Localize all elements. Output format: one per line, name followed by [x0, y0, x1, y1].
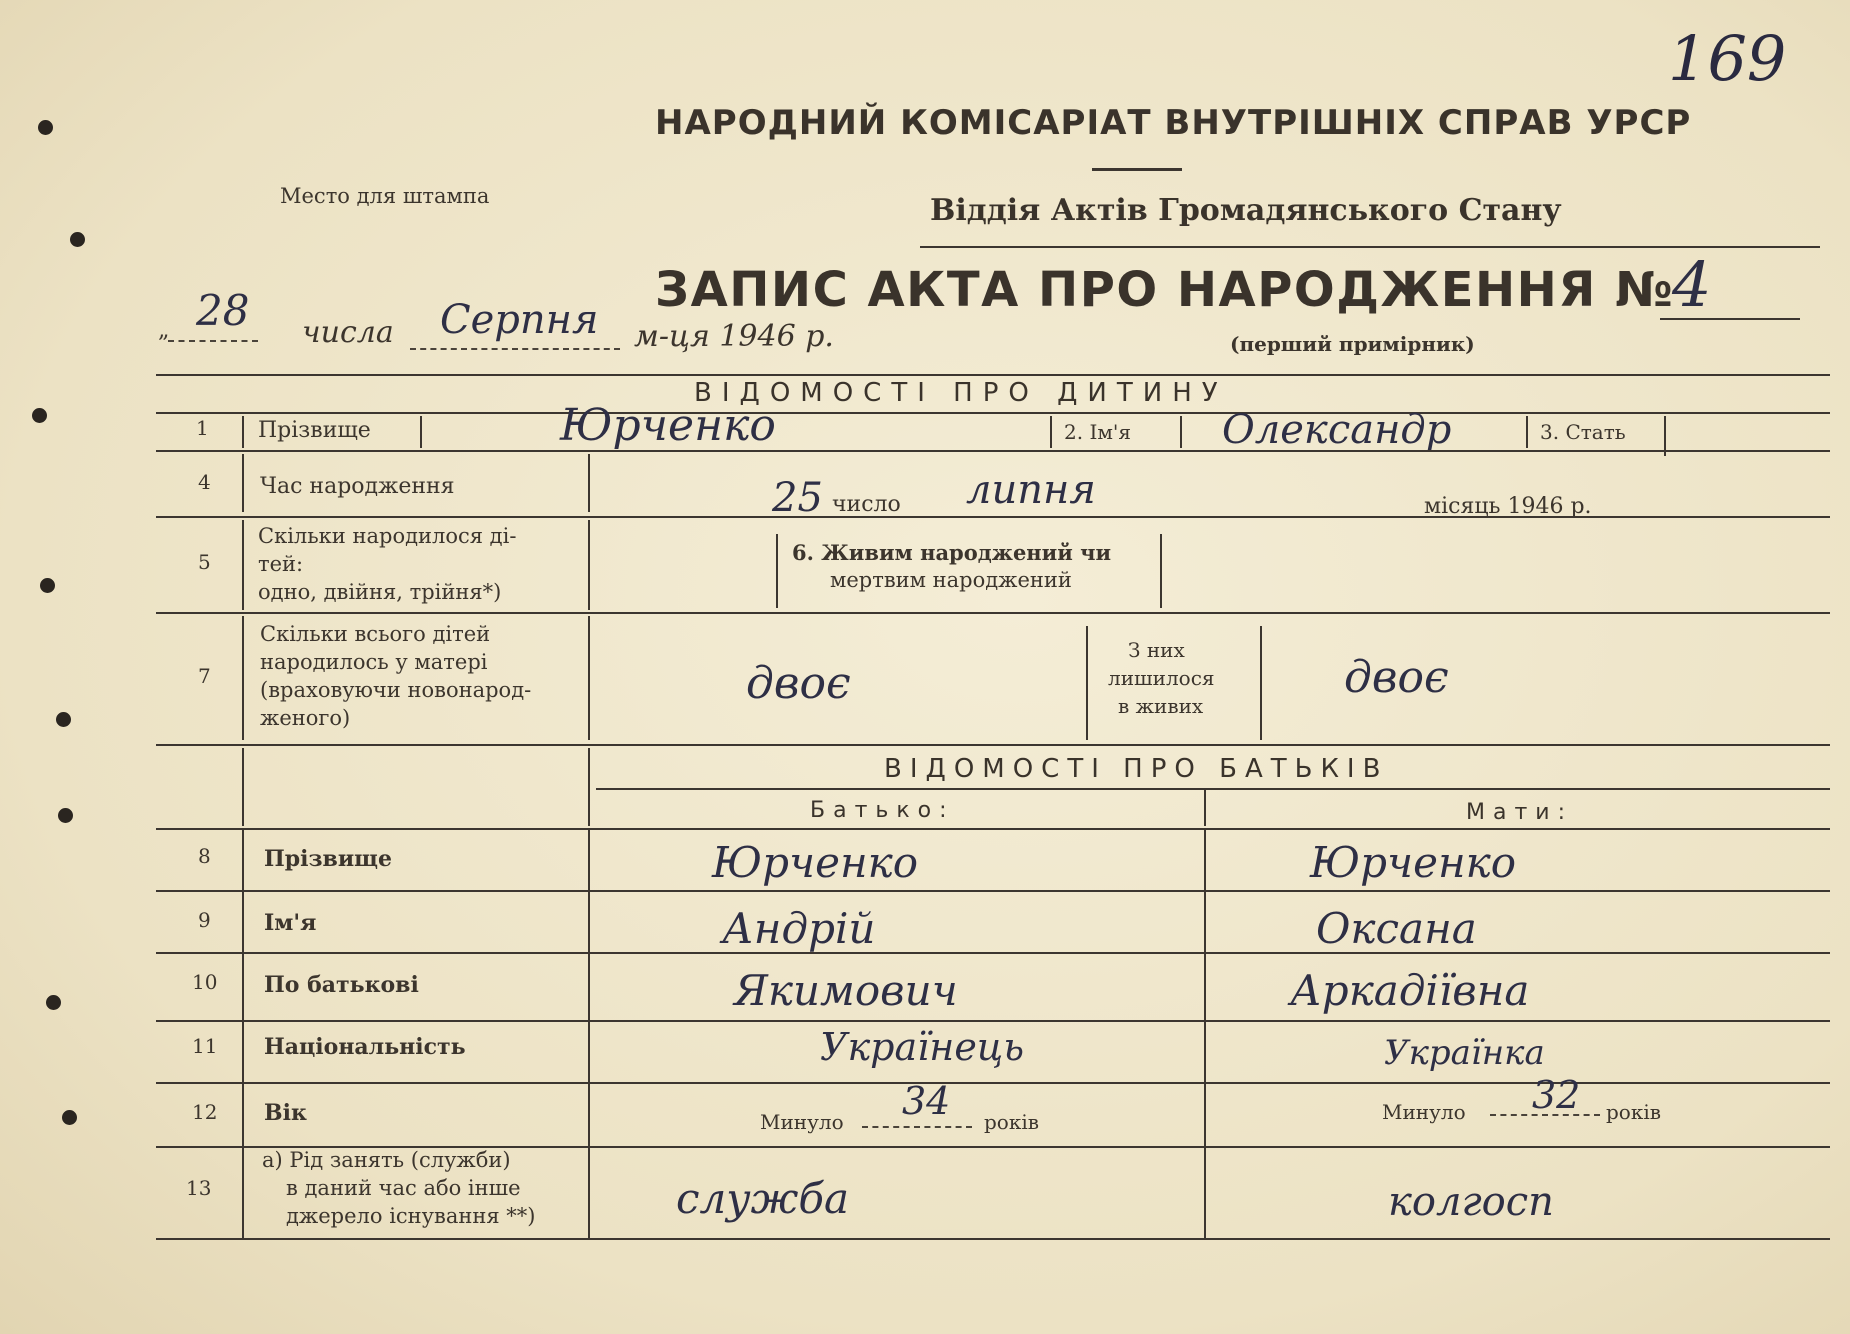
- section-line: [156, 374, 1830, 376]
- row-line: [156, 744, 1830, 746]
- mother-header: Мати:: [1466, 800, 1573, 825]
- row-number: 4: [198, 470, 211, 494]
- birth-month: липня: [966, 467, 1096, 513]
- row-number: 12: [192, 1100, 218, 1124]
- births-count-label: Скільки народилося ді-: [258, 524, 517, 548]
- cell-divider: [1086, 626, 1088, 740]
- row-line: [156, 612, 1830, 614]
- occupation-label: а) Рід занять (служби): [262, 1148, 511, 1172]
- father-age-prefix: Минуло: [760, 1110, 844, 1134]
- cell-divider: [588, 616, 590, 740]
- row-line: [156, 450, 1830, 452]
- cell-divider: [242, 416, 244, 448]
- cell-divider: [1050, 416, 1052, 448]
- header-divider: [1092, 168, 1182, 171]
- birth-time-label: Час народження: [260, 474, 455, 499]
- child-section-title: ВІДОМОСТІ ПРО ДИТИНУ: [694, 378, 1228, 408]
- cell-divider: [588, 454, 590, 512]
- copy-note: (перший примірник): [1230, 332, 1475, 356]
- cell-divider: [420, 416, 422, 448]
- punch-hole: [56, 712, 71, 727]
- row-label: Вік: [264, 1100, 307, 1126]
- cell-divider: [242, 748, 244, 826]
- mother-age-prefix: Минуло: [1382, 1100, 1466, 1124]
- occupation-label: джерело існування **): [286, 1204, 536, 1228]
- row-line: [156, 952, 1830, 954]
- cell-divider: [242, 520, 244, 610]
- live-birth-label: 6. Живим народжений чи: [792, 540, 1112, 565]
- father-age-suffix: років: [984, 1110, 1039, 1134]
- stamp-place-label: Место для штампа: [280, 184, 490, 208]
- mother-value: Аркадіївна: [1290, 966, 1530, 1015]
- record-number-line: [1660, 318, 1800, 320]
- date-day-label: числа: [302, 315, 394, 350]
- mother-occupation: колгосп: [1388, 1179, 1554, 1225]
- father-occupation: служба: [676, 1174, 850, 1223]
- children-alive: двоє: [1344, 652, 1449, 703]
- row-number: 8: [198, 844, 211, 868]
- row-line: [156, 890, 1830, 892]
- date-day: 28: [196, 286, 250, 335]
- live-birth-label: мертвим народжений: [830, 568, 1072, 592]
- sheet-number: 169: [1668, 22, 1787, 95]
- birth-year-label: місяць 1946 р.: [1424, 494, 1592, 519]
- occupation-label: в даний час або інше: [286, 1176, 521, 1200]
- cell-divider: [242, 454, 244, 512]
- father-header: Батько:: [810, 798, 955, 823]
- children-alive-label: лишилося: [1108, 666, 1215, 690]
- births-count-label: одно, двійня, трійня*): [258, 580, 502, 604]
- father-value: Андрій: [722, 904, 876, 953]
- father-age-line: [862, 1126, 972, 1128]
- table-column-rule: [1204, 828, 1206, 1238]
- row-line: [156, 1238, 1830, 1240]
- date-month-line: [410, 348, 620, 350]
- child-name: Олександр: [1222, 407, 1452, 453]
- table-column-rule: [242, 828, 244, 1238]
- mother-age-line: [1490, 1114, 1600, 1116]
- section-line: [156, 412, 1830, 414]
- cell-divider: [1180, 416, 1182, 448]
- mother-age: 32: [1532, 1073, 1581, 1117]
- children-alive-label: в живих: [1118, 694, 1204, 718]
- cell-divider: [588, 520, 590, 610]
- row-line: [156, 516, 1830, 518]
- row-label: Ім'я: [264, 910, 317, 936]
- birth-day: 25: [772, 475, 823, 521]
- children-total-label: Скільки всього дітей: [260, 622, 491, 646]
- mother-age-suffix: років: [1606, 1100, 1661, 1124]
- child-sex-label: 3. Стать: [1540, 420, 1626, 444]
- punch-hole: [40, 578, 55, 593]
- date-quote: „: [158, 318, 170, 343]
- child-surname-label: Прізвище: [258, 418, 371, 443]
- table-column-rule: [588, 828, 590, 1238]
- row-line: [156, 1020, 1830, 1022]
- department-title: Віддія Актів Громадянського Стану: [930, 193, 1562, 228]
- mother-value: Оксана: [1316, 904, 1477, 953]
- row-label: Прізвище: [264, 846, 392, 872]
- cell-divider: [776, 534, 778, 608]
- cell-divider: [1526, 416, 1528, 448]
- child-surname: Юрченко: [560, 400, 776, 451]
- punch-hole: [70, 232, 85, 247]
- row-number: 9: [198, 908, 211, 932]
- row-line: [156, 828, 1830, 830]
- punch-hole: [62, 1110, 77, 1125]
- date-year-label: м-ця 1946 р.: [634, 319, 834, 354]
- births-count-label: тей:: [258, 552, 304, 576]
- birth-day-label: число: [832, 492, 901, 517]
- row-number: 5: [198, 550, 211, 574]
- row-number: 10: [192, 970, 218, 994]
- row-number: 1: [196, 416, 209, 440]
- row-label: По батькові: [264, 972, 419, 998]
- cell-divider: [1160, 534, 1162, 608]
- org-title: НАРОДНИЙ КОМІСАРІАТ ВНУТРІШНІХ СПРАВ УРСР: [655, 103, 1692, 143]
- children-total: двоє: [746, 658, 851, 709]
- father-value: Юрченко: [712, 838, 919, 887]
- father-value: Якимович: [734, 966, 958, 1015]
- children-total-label: народилось у матері: [260, 650, 488, 674]
- record-title: ЗАПИС АКТА ПРО НАРОДЖЕННЯ №: [655, 262, 1675, 318]
- row-number: 11: [192, 1034, 218, 1058]
- children-total-label: (враховуючи новонарод-: [260, 678, 532, 702]
- date-month: Серпня: [440, 297, 599, 343]
- row-number: 7: [198, 664, 211, 688]
- section-line: [596, 788, 1830, 790]
- mother-value: Українка: [1384, 1033, 1545, 1073]
- punch-hole: [58, 808, 73, 823]
- father-value: Українець: [820, 1025, 1025, 1069]
- record-number: 4: [1672, 248, 1712, 321]
- cell-divider: [588, 748, 590, 826]
- children-total-label: женого): [260, 706, 351, 730]
- cell-divider: [1204, 790, 1206, 826]
- punch-hole: [38, 120, 53, 135]
- cell-divider: [1260, 626, 1262, 740]
- parents-section-title: ВІДОМОСТІ ПРО БАТЬКІВ: [884, 754, 1389, 784]
- cell-divider: [242, 616, 244, 740]
- row-label: Національність: [264, 1034, 466, 1060]
- punch-hole: [46, 995, 61, 1010]
- row-number: 13: [186, 1176, 212, 1200]
- child-name-label: 2. Ім'я: [1064, 420, 1132, 444]
- date-day-line: [168, 340, 258, 342]
- punch-hole: [32, 408, 47, 423]
- mother-value: Юрченко: [1310, 838, 1517, 887]
- father-age: 34: [902, 1079, 951, 1123]
- children-alive-label: З них: [1128, 638, 1185, 662]
